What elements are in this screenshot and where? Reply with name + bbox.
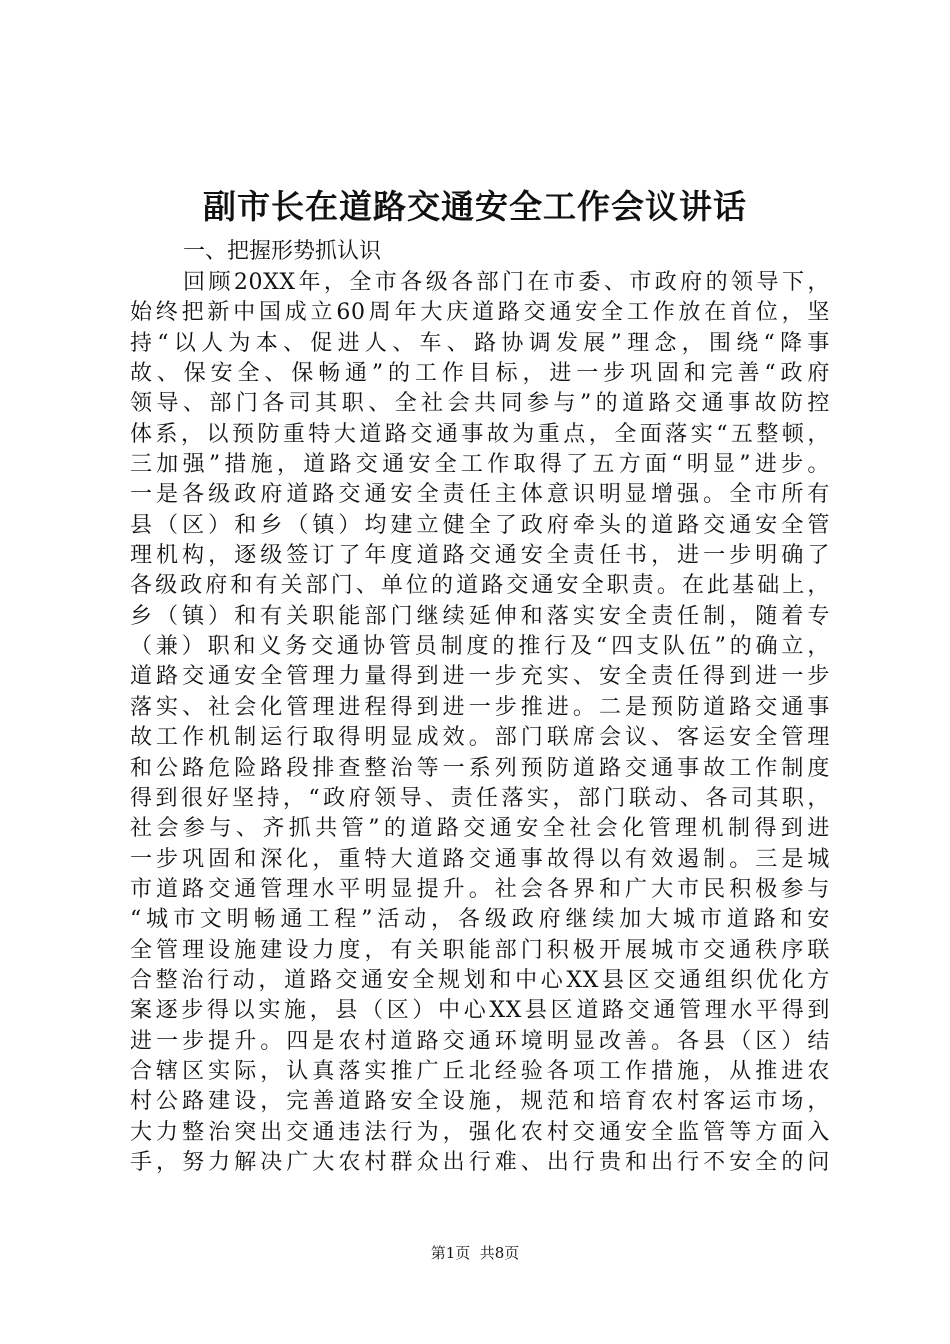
body-line: 案逐步得以实施，县（区）中心XX县区道路交通管理水平得到: [130, 998, 830, 1024]
body-line: 落实、社会化管理进程得到进一步推进。二是预防道路交通事: [130, 694, 830, 720]
body-line: 故、保安全、保畅通”的工作目标，进一步巩固和完善“政府: [130, 361, 830, 387]
body-line: 领导、部门各司其职、全社会共同参与”的道路交通事故防控: [130, 391, 830, 417]
body-line: 村公路建设，完善道路安全设施，规范和培育农村客运市场，: [130, 1089, 830, 1115]
body-line: 一步巩固和深化，重特大道路交通事故得以有效遏制。三是城: [130, 846, 830, 872]
body-line: 持“以人为本、促进人、车、路协调发展”理念，围绕“降事: [130, 330, 830, 356]
body-line: 始终把新中国成立60周年大庆道路交通安全工作放在首位，坚: [130, 300, 830, 326]
body-text: [130, 268, 830, 1178]
body-line: 社会参与、齐抓共管”的道路交通安全社会化管理机制得到进: [130, 816, 830, 842]
body-line: 故工作机制运行取得明显成效。部门联席会议、客运安全管理: [130, 725, 830, 751]
section-heading: 一、把握形势抓认识: [183, 239, 382, 264]
body-line: 大力整治突出交通违法行为，强化农村交通安全监管等方面入: [130, 1119, 830, 1145]
body-line: 全管理设施建设力度，有关职能部门积极开展城市交通秩序联: [130, 937, 830, 963]
body-line: 乡（镇）和有关职能部门继续延伸和落实安全责任制，随着专: [130, 603, 830, 629]
body-line: 一是各级政府道路交通安全责任主体意识明显增强。全市所有: [130, 482, 830, 508]
body-line: 和公路危险路段排查整治等一系列预防道路交通事故工作制度: [130, 755, 830, 781]
body-line: （兼）职和义务交通协管员制度的推行及“四支队伍”的确立，: [130, 634, 830, 660]
body-line: 得到很好坚持，“政府领导、责任落实，部门联动、各司其职，: [130, 785, 830, 811]
body-line: “城市文明畅通工程”活动，各级政府继续加大城市道路和安: [130, 907, 830, 933]
body-line: 手，努力解决广大农村群众出行难、出行贵和出行不安全的问: [130, 1149, 830, 1175]
body-line: 县（区）和乡（镇）均建立健全了政府牵头的道路交通安全管: [130, 512, 830, 538]
body-line: 体系，以预防重特大道路交通事故为重点，全面落实“五整顿，: [130, 421, 830, 447]
body-line: 市道路交通管理水平明显提升。社会各界和广大市民积极参与: [130, 876, 830, 902]
body-line: 三加强”措施，道路交通安全工作取得了五方面“明显”进步。: [130, 452, 830, 478]
body-line: 合整治行动，道路交通安全规划和中心XX县区交通组织优化方: [130, 967, 830, 993]
document-title: 副市长在道路交通安全工作会议讲话: [203, 187, 747, 226]
page-indicator: 第1页 共8页: [430, 1244, 520, 1262]
body-line: 进一步提升。四是农村道路交通环境明显改善。各县（区）结: [130, 1028, 830, 1054]
body-line: 各级政府和有关部门、单位的道路交通安全职责。在此基础上，: [130, 573, 830, 599]
body-line: 理机构，逐级签订了年度道路交通安全责任书，进一步明确了: [130, 543, 830, 569]
body-line: 合辖区实际，认真落实推广丘北经验各项工作措施，从推进农: [130, 1058, 830, 1084]
body-line: 道路交通安全管理力量得到进一步充实、安全责任得到进一步: [130, 664, 830, 690]
body-line: 回顾20XX年，全市各级各部门在市委、市政府的领导下，: [183, 270, 830, 295]
